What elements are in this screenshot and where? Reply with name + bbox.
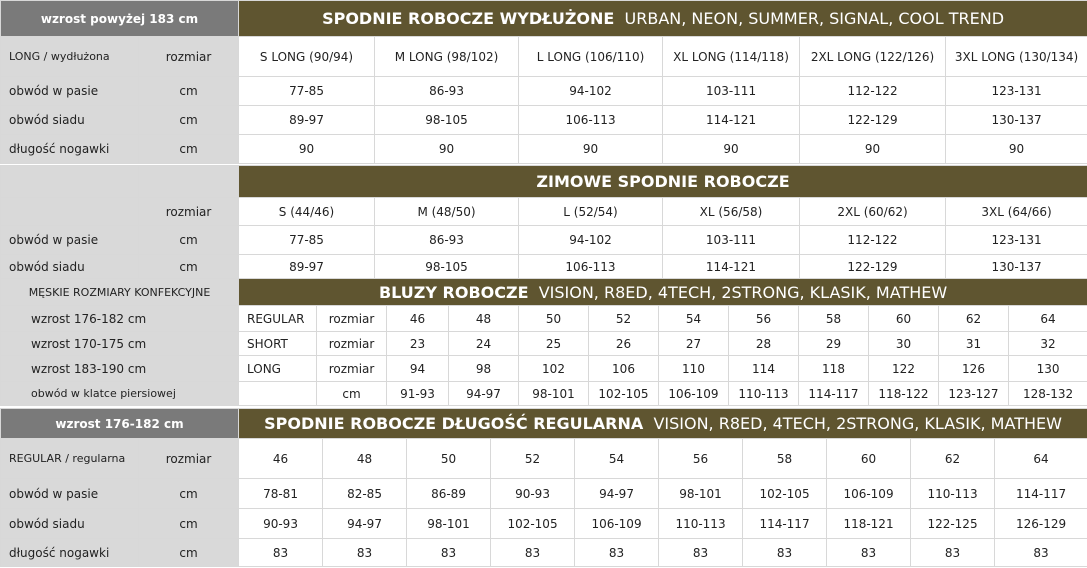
value-cell: 28 [729,332,799,356]
value-cell: 122 [869,356,939,382]
table-row [1,255,1087,279]
row-label: REGULAR / regularna [1,439,139,479]
row-name: wzrost 183-190 cm [1,356,239,382]
section-label: wzrost 176-182 cm [1,409,239,439]
table-row [1,332,1087,356]
size-header: 3XL (64/66) [946,198,1087,226]
value-cell: 122-125 [911,509,995,539]
section-title [239,166,1087,198]
empty-cell [1,166,139,198]
value-cell: 98-101 [519,382,589,406]
title-bold: SPODNIE ROBOCZE WYDŁUŻONE [322,9,615,28]
value-cell: 112-122 [800,77,946,106]
value-cell: 83 [827,539,911,567]
unit-cell: cm [139,77,239,106]
value-cell: 77-85 [239,77,375,106]
value-cell: 86-93 [375,77,519,106]
value-cell: 86-93 [375,226,519,255]
table-row [1,77,1087,106]
fit-type [239,382,317,406]
unit-cell: rozmiar [317,356,387,382]
winter-trousers-table [0,165,1087,279]
unit-cell: cm [139,135,239,164]
value-cell: 123-131 [946,77,1087,106]
row-name: obwód siadu [1,255,139,279]
unit-cell: rozmiar [139,439,239,479]
value-cell: 106-109 [659,382,729,406]
value-cell: 82-85 [323,479,407,509]
table-row [1,135,1087,164]
value-cell: 94-102 [519,226,663,255]
value-cell: 52 [589,306,659,332]
value-cell: 106-113 [519,255,663,279]
value-cell: 123-131 [946,226,1087,255]
value-cell: 122-129 [800,106,946,135]
unit-cell: cm [139,509,239,539]
value-cell: 89-97 [239,255,375,279]
value-cell: 94-97 [575,479,659,509]
title-subtitle: VISION, R8ED, 4TECH, 2STRONG, KLASIK, MATHEW [653,414,1062,433]
table-row [1,509,1087,539]
section-label: MĘSKIE ROZMIARY KONFEKCYJNE [1,279,239,306]
value-cell: 58 [799,306,869,332]
sweatshirts-table [0,278,1087,406]
value-cell: 25 [519,332,589,356]
row-label: LONG / wydłużona [1,37,139,77]
value-cell: 62 [939,306,1009,332]
value-cell: 98 [449,356,519,382]
value-cell: 83 [407,539,491,567]
value-cell: 98-105 [375,106,519,135]
value-cell: 83 [491,539,575,567]
value-cell: 24 [449,332,519,356]
size-header: 2XL (60/62) [800,198,946,226]
unit-cell: cm [139,479,239,509]
title-subtitle: VISION, R8ED, 4TECH, 2STRONG, KLASIK, MATHEW [538,282,948,302]
value-cell: 118-122 [869,382,939,406]
empty-cell [1,198,139,226]
section-title [239,279,1087,306]
value-cell: 110 [659,356,729,382]
value-cell: 102-105 [589,382,659,406]
value-cell: 126 [939,356,1009,382]
row-name: wzrost 170-175 cm [1,332,239,356]
value-cell: 83 [743,539,827,567]
value-cell: 112-122 [800,226,946,255]
row-name: wzrost 176-182 cm [1,306,239,332]
size-header: 58 [743,439,827,479]
value-cell: 77-85 [239,226,375,255]
title-subtitle: URBAN, NEON, SUMMER, SIGNAL, COOL TREND [624,9,1005,28]
size-header: M (48/50) [375,198,519,226]
unit-cell: cm [317,382,387,406]
value-cell: 128-132 [1009,382,1087,406]
size-header: 62 [911,439,995,479]
value-cell: 114-117 [799,382,869,406]
value-cell: 110-113 [911,479,995,509]
value-cell: 106-109 [575,509,659,539]
unit-cell: rozmiar [139,37,239,77]
value-cell: 94-97 [323,509,407,539]
value-cell: 83 [239,539,323,567]
section-winter-trousers [0,165,1087,279]
value-cell: 106 [589,356,659,382]
size-header: 64 [995,439,1087,479]
size-header: 48 [323,439,407,479]
row-name: obwód w pasie [1,479,139,509]
value-cell: 98-105 [375,255,519,279]
value-cell: 50 [519,306,589,332]
value-cell: 26 [589,332,659,356]
row-name: obwód siadu [1,509,139,539]
table-row [1,356,1087,382]
value-cell: 130 [1009,356,1087,382]
unit-cell: cm [139,539,239,567]
value-cell: 78-81 [239,479,323,509]
unit-cell: cm [139,255,239,279]
value-cell: 114-117 [743,509,827,539]
table-row [1,198,1087,226]
value-cell: 110-113 [659,509,743,539]
value-cell: 122-129 [800,255,946,279]
size-header: S (44/46) [239,198,375,226]
value-cell: 102 [519,356,589,382]
value-cell: 114-121 [663,255,800,279]
value-cell: 60 [869,306,939,332]
table-row [1,106,1087,135]
value-cell: 32 [1009,332,1087,356]
value-cell: 114-121 [663,106,800,135]
value-cell: 90 [663,135,800,164]
value-cell: 90 [239,135,375,164]
size-header: XL (56/58) [663,198,800,226]
value-cell: 27 [659,332,729,356]
title-bold: SPODNIE ROBOCZE DŁUGOŚĆ REGULARNA [264,414,644,433]
value-cell: 130-137 [946,106,1087,135]
value-cell: 118-121 [827,509,911,539]
row-name: obwód w pasie [1,226,139,255]
size-header: L (52/54) [519,198,663,226]
value-cell: 102-105 [743,479,827,509]
regular-trousers-table [0,408,1087,567]
size-header: L LONG (106/110) [519,37,663,77]
unit-cell: rozmiar [317,306,387,332]
value-cell: 90-93 [239,509,323,539]
size-header: XL LONG (114/118) [663,37,800,77]
value-cell: 90 [519,135,663,164]
section-title [239,409,1087,439]
table-row [1,539,1087,567]
row-name: obwód w pasie [1,77,139,106]
table-row [1,37,1087,77]
unit-cell: cm [139,106,239,135]
value-cell: 90 [375,135,519,164]
value-cell: 103-111 [663,77,800,106]
value-cell: 83 [995,539,1087,567]
section-title [239,1,1087,37]
title-bold: BLUZY ROBOCZE [378,282,529,302]
value-cell: 102-105 [491,509,575,539]
value-cell: 98-101 [659,479,743,509]
value-cell: 94 [387,356,449,382]
value-cell: 29 [799,332,869,356]
value-cell: 94-102 [519,77,663,106]
row-name: długość nogawki [1,135,139,164]
value-cell: 103-111 [663,226,800,255]
value-cell: 106-113 [519,106,663,135]
row-name: obwód w klatce piersiowej [1,382,239,406]
size-header: 54 [575,439,659,479]
value-cell: 31 [939,332,1009,356]
unit-cell: rozmiar [139,198,239,226]
title-bold: ZIMOWE SPODNIE ROBOCZE [536,172,790,191]
table-row [1,479,1087,509]
table-row [1,382,1087,406]
value-cell: 56 [729,306,799,332]
value-cell: 126-129 [995,509,1087,539]
size-header: 46 [239,439,323,479]
section-label: wzrost powyżej 183 cm [1,1,239,37]
value-cell: 89-97 [239,106,375,135]
fit-type: REGULAR [239,306,317,332]
size-header: 56 [659,439,743,479]
value-cell: 46 [387,306,449,332]
size-header: 50 [407,439,491,479]
value-cell: 83 [575,539,659,567]
value-cell: 83 [911,539,995,567]
fit-type: LONG [239,356,317,382]
section-sweatshirts [0,278,1087,406]
value-cell: 23 [387,332,449,356]
value-cell: 91-93 [387,382,449,406]
section-long-trousers [0,0,1087,164]
value-cell: 83 [659,539,743,567]
value-cell: 110-113 [729,382,799,406]
value-cell: 30 [869,332,939,356]
unit-cell: rozmiar [317,332,387,356]
size-header: 52 [491,439,575,479]
value-cell: 130-137 [946,255,1087,279]
value-cell: 86-89 [407,479,491,509]
value-cell: 106-109 [827,479,911,509]
value-cell: 48 [449,306,519,332]
value-cell: 90 [946,135,1087,164]
size-header: S LONG (90/94) [239,37,375,77]
value-cell: 64 [1009,306,1087,332]
value-cell: 123-127 [939,382,1009,406]
size-header: M LONG (98/102) [375,37,519,77]
value-cell: 114 [729,356,799,382]
table-row [1,439,1087,479]
unit-cell: cm [139,226,239,255]
empty-cell [139,166,239,198]
value-cell: 114-117 [995,479,1087,509]
row-name: obwód siadu [1,106,139,135]
table-row [1,226,1087,255]
value-cell: 118 [799,356,869,382]
row-name: długość nogawki [1,539,139,567]
value-cell: 90 [800,135,946,164]
size-header: 60 [827,439,911,479]
value-cell: 98-101 [407,509,491,539]
section-regular-trousers [0,408,1087,567]
value-cell: 94-97 [449,382,519,406]
value-cell: 90-93 [491,479,575,509]
table-row [1,306,1087,332]
fit-type: SHORT [239,332,317,356]
size-header: 3XL LONG (130/134) [946,37,1087,77]
long-trousers-table [0,0,1087,164]
value-cell: 83 [323,539,407,567]
size-header: 2XL LONG (122/126) [800,37,946,77]
value-cell: 54 [659,306,729,332]
